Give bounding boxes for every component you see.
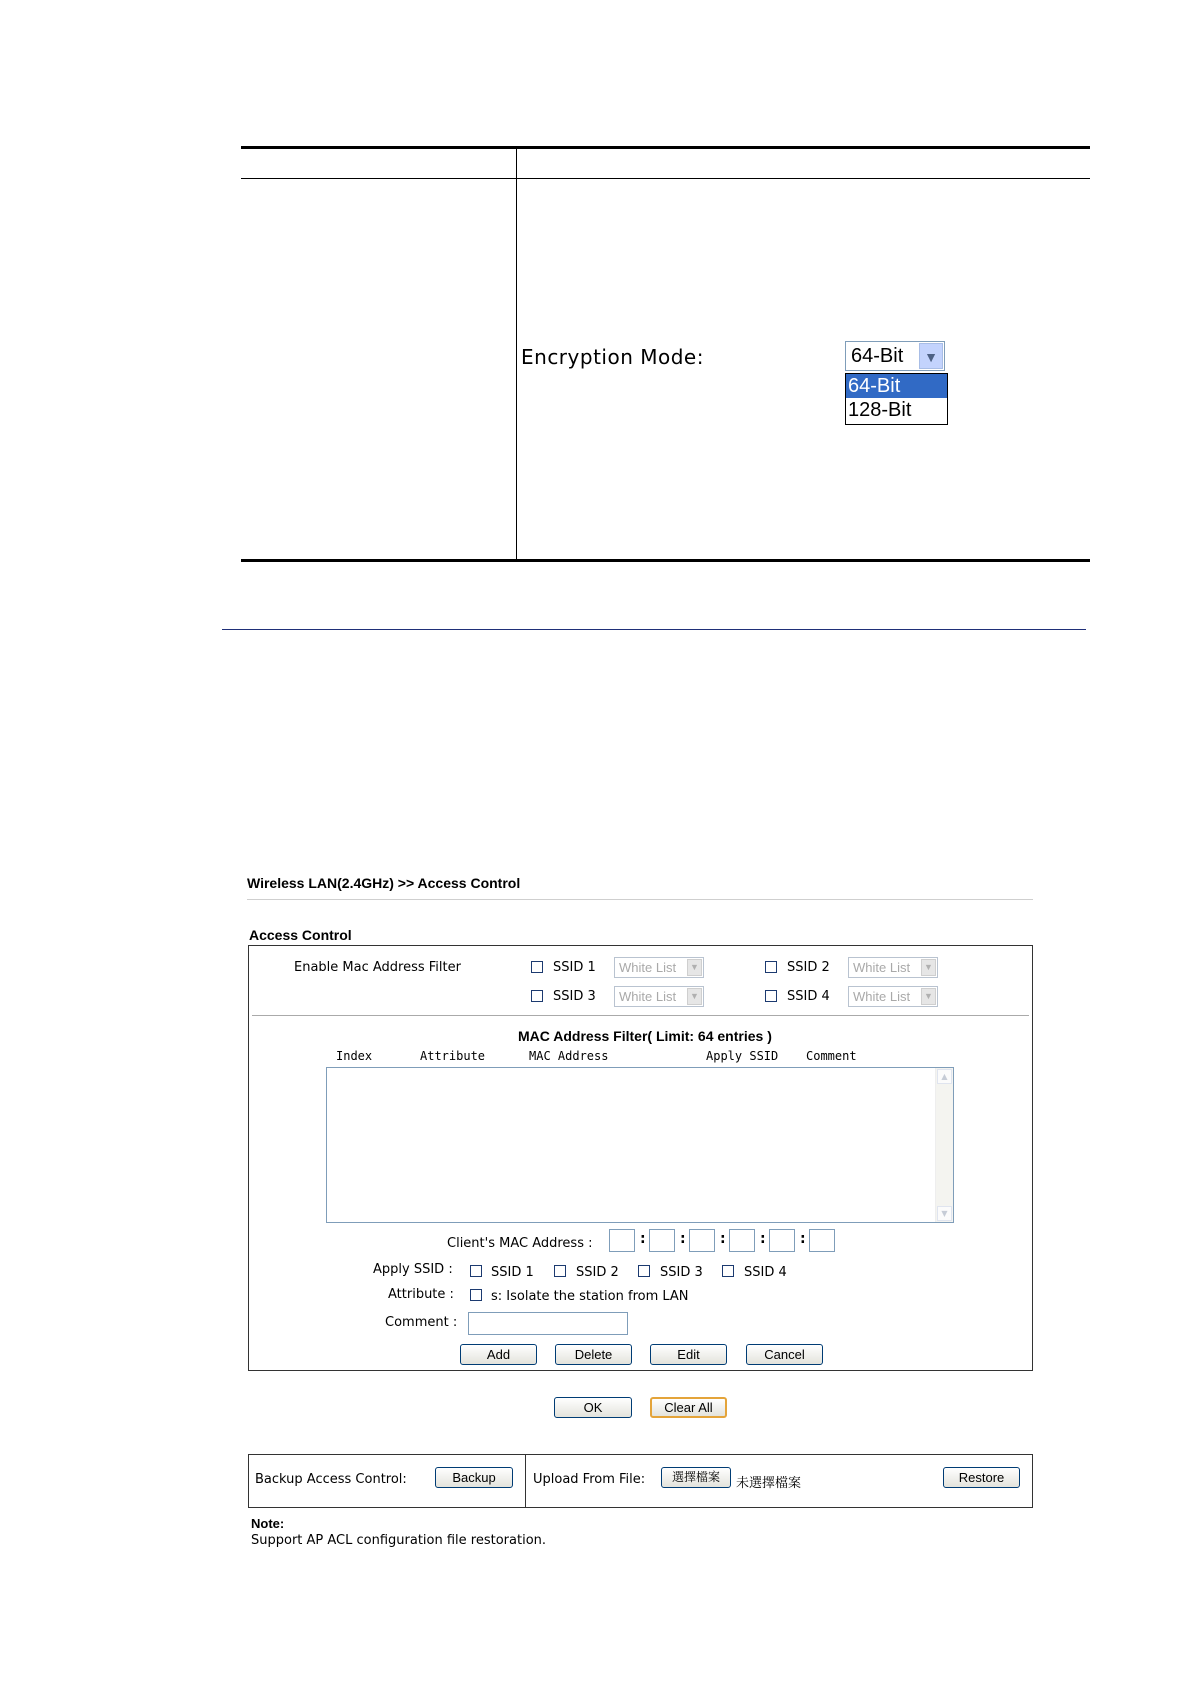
- edit-button[interactable]: Edit: [650, 1344, 727, 1365]
- scroll-down-icon[interactable]: ▼: [937, 1206, 952, 1221]
- ssid1-filter-checkbox[interactable]: [531, 961, 543, 973]
- apply-ssid2-checkbox[interactable]: [554, 1265, 566, 1277]
- apply-ssid4-checkbox[interactable]: [722, 1265, 734, 1277]
- table-bottom-rule: [241, 559, 1090, 562]
- encryption-option-64bit[interactable]: 64-Bit: [846, 374, 947, 398]
- no-file-chosen-text: 未選擇檔案: [736, 1476, 802, 1491]
- ssid1-list-mode-select[interactable]: [614, 957, 704, 978]
- upload-from-file-label: Upload From File:: [533, 1472, 646, 1487]
- apply-ssid-label: Apply SSID :: [373, 1262, 453, 1277]
- ssid3-list-mode-value: White List: [619, 989, 677, 1004]
- apply-ssid1-checkbox[interactable]: [470, 1265, 482, 1277]
- mac-separator: :: [720, 1231, 726, 1247]
- encryption-mode-dropdown-list: [845, 373, 948, 425]
- add-button[interactable]: Add: [460, 1344, 537, 1365]
- ssid3-list-mode-select[interactable]: [614, 986, 704, 1007]
- column-header-attribute: Attribute: [420, 1049, 486, 1063]
- attribute-label: Attribute :: [388, 1287, 454, 1302]
- backup-button[interactable]: Backup: [435, 1467, 513, 1488]
- encryption-mode-label: Encryption Mode:: [521, 345, 704, 369]
- enable-mac-filter-label: Enable Mac Address Filter: [294, 960, 461, 975]
- section-title: Access Control: [249, 927, 352, 943]
- apply-ssid1-label: SSID 1: [491, 1265, 534, 1280]
- section-separator: [222, 629, 1086, 630]
- clear-all-button[interactable]: Clear All: [650, 1397, 727, 1418]
- encryption-mode-select[interactable]: [845, 341, 945, 371]
- ssid4-list-mode-select[interactable]: [848, 986, 938, 1007]
- apply-ssid4-label: SSID 4: [744, 1265, 787, 1280]
- ok-button[interactable]: OK: [554, 1397, 632, 1418]
- apply-ssid3-checkbox[interactable]: [638, 1265, 650, 1277]
- ssid1-list-mode-value: White List: [619, 960, 677, 975]
- backup-restore-divider: [525, 1454, 526, 1508]
- comment-input[interactable]: [468, 1312, 628, 1335]
- client-mac-label: Client's MAC Address :: [447, 1236, 593, 1251]
- ssid4-filter-label: SSID 4: [787, 989, 830, 1004]
- mac-separator: :: [680, 1231, 686, 1247]
- ssid3-filter-checkbox[interactable]: [531, 990, 543, 1002]
- ssid4-list-mode-value: White List: [853, 989, 911, 1004]
- ssid1-filter-label: SSID 1: [553, 960, 596, 975]
- ssid2-filter-checkbox[interactable]: [765, 961, 777, 973]
- column-header-apply-ssid: Apply SSID: [706, 1049, 779, 1063]
- isolate-station-label: s: Isolate the station from LAN: [491, 1289, 689, 1304]
- mac-separator: :: [760, 1231, 766, 1247]
- mac-octet-2-input[interactable]: [649, 1229, 675, 1252]
- encryption-option-128bit[interactable]: 128-Bit: [848, 399, 912, 421]
- panel-divider: [252, 1015, 1029, 1016]
- ssid2-filter-label: SSID 2: [787, 960, 830, 975]
- mac-filter-listbox[interactable]: [326, 1067, 954, 1223]
- table-header-rule: [241, 178, 1090, 179]
- isolate-station-checkbox[interactable]: [470, 1289, 482, 1301]
- mac-octet-6-input[interactable]: [809, 1229, 835, 1252]
- breadcrumb-divider: [247, 899, 1033, 900]
- apply-ssid3-label: SSID 3: [660, 1265, 703, 1280]
- ssid4-filter-checkbox[interactable]: [765, 990, 777, 1002]
- encryption-mode-value: 64-Bit: [851, 345, 904, 367]
- chevron-down-icon: ▼: [687, 959, 702, 976]
- note-text: Support AP ACL configuration file restoration.: [251, 1533, 547, 1548]
- mac-octet-1-input[interactable]: [609, 1229, 635, 1252]
- mac-octet-5-input[interactable]: [769, 1229, 795, 1252]
- ssid3-filter-label: SSID 3: [553, 989, 596, 1004]
- mac-separator: :: [640, 1231, 646, 1247]
- mac-octet-4-input[interactable]: [729, 1229, 755, 1252]
- table-top-rule: [241, 146, 1090, 149]
- restore-button[interactable]: Restore: [943, 1467, 1020, 1488]
- mac-filter-title: MAC Address Filter( Limit: 64 entries ): [518, 1028, 772, 1044]
- cancel-button[interactable]: Cancel: [746, 1344, 823, 1365]
- chevron-down-icon: ▼: [921, 959, 936, 976]
- column-header-mac-address: MAC Address: [529, 1049, 609, 1063]
- table-column-divider: [516, 148, 517, 560]
- note-title: Note:: [251, 1516, 285, 1531]
- breadcrumb: Wireless LAN(2.4GHz) >> Access Control: [247, 875, 521, 891]
- mac-octet-3-input[interactable]: [689, 1229, 715, 1252]
- chevron-down-icon: ▼: [921, 988, 936, 1005]
- listbox-scrollbar[interactable]: [935, 1068, 953, 1222]
- scroll-up-icon[interactable]: ▲: [937, 1069, 952, 1084]
- chevron-down-icon[interactable]: ▼: [919, 343, 943, 369]
- choose-file-button[interactable]: 選擇檔案: [661, 1467, 731, 1488]
- delete-button[interactable]: Delete: [555, 1344, 632, 1365]
- mac-separator: :: [800, 1231, 806, 1247]
- chevron-down-icon: ▼: [687, 988, 702, 1005]
- ssid2-list-mode-value: White List: [853, 960, 911, 975]
- column-header-comment: Comment: [806, 1049, 857, 1063]
- comment-label: Comment :: [385, 1315, 458, 1330]
- apply-ssid2-label: SSID 2: [576, 1265, 619, 1280]
- ssid2-list-mode-select[interactable]: [848, 957, 938, 978]
- column-header-index: Index: [336, 1049, 373, 1063]
- backup-label: Backup Access Control:: [255, 1472, 407, 1487]
